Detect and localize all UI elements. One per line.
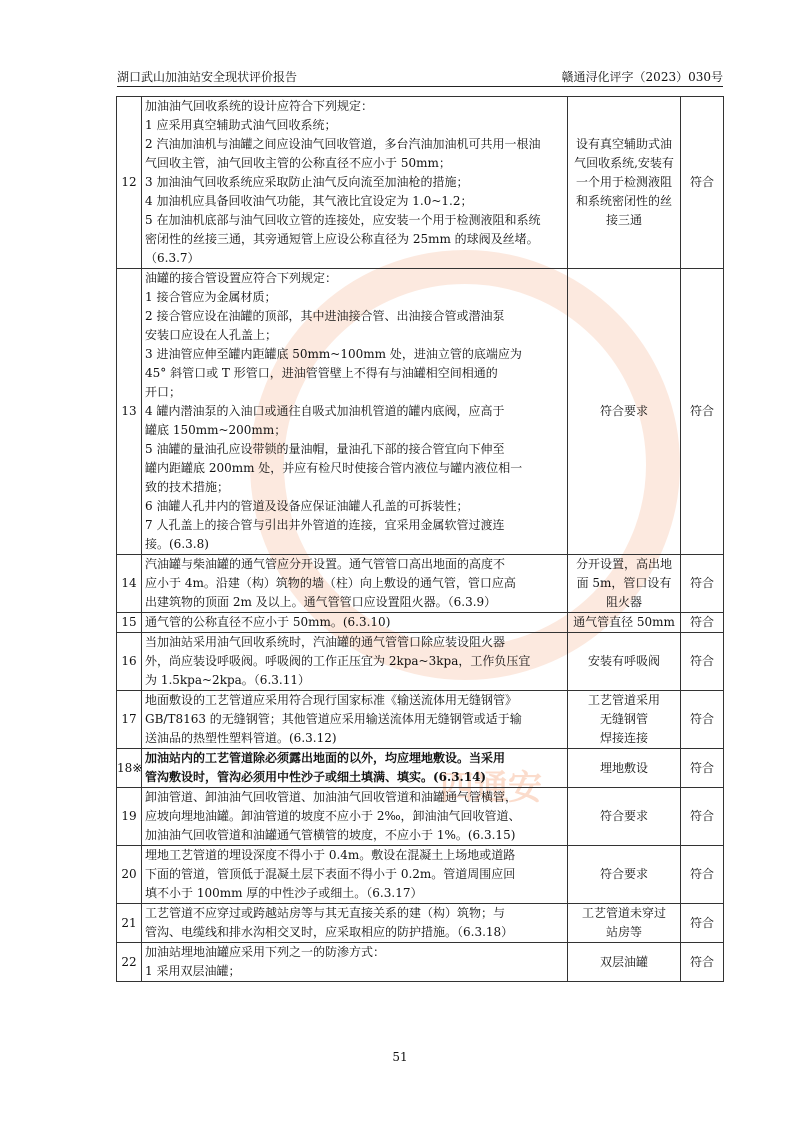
requirement-line: 6 油罐人孔井内的管道及设备应保证油罐人孔盖的可拆装性； <box>145 499 469 513</box>
row-number: 17 <box>117 691 142 749</box>
requirement-cell <box>142 555 568 613</box>
conclusion-cell: 符合 <box>681 555 724 613</box>
requirement-line: 1 接合管应为金属材质； <box>145 290 277 304</box>
table-row <box>117 555 724 613</box>
requirement-line: 1 采用双层油罐； <box>145 964 241 978</box>
requirement-line: 1 应采用真空辅助式油气回收系统； <box>145 118 337 132</box>
requirement-line: 接。(6.3.8) <box>145 537 209 551</box>
result-cell <box>568 555 681 613</box>
result-cell <box>568 749 681 788</box>
row-number: 20 <box>117 846 142 904</box>
requirement-line: 卸油管道、卸油油气回收管道、加油油气回收管道和油罐通气管横管， <box>145 790 518 804</box>
table-row <box>117 749 724 788</box>
table-row <box>117 633 724 691</box>
row-number: 18※ <box>117 749 142 788</box>
row-number: 13 <box>117 269 142 555</box>
requirement-cell <box>142 613 568 633</box>
requirement-line: 出建筑物的顶面 2m 及以上。通气管管口应设置阻火器。（6.3.9） <box>145 595 497 609</box>
requirement-line: 气回收主管，油气回收主管的公称直径不应小于 50mm； <box>145 156 451 170</box>
requirement-line: 应坡向埋地油罐。卸油管道的坡度不应小于 2‰，卸油油气回收管道、 <box>145 809 521 823</box>
requirement-line: 管沟、电缆线和排水沟相交叉时，应采取相应的防护措施。（6.3.18） <box>145 925 514 939</box>
requirement-line: 5 油罐的量油孔应设带锁的量油帽，量油孔下部的接合管宜向下伸至 <box>145 442 505 456</box>
table-row <box>117 788 724 846</box>
result-cell <box>568 904 681 943</box>
result-line: 接三通 <box>605 213 642 227</box>
result-line: 埋地敷设 <box>599 760 648 775</box>
row-number: 12 <box>117 97 142 269</box>
requirement-line: 2 接合管应设在油罐的顶部，其中进油接合管、出油接合管或潜油泵 <box>145 309 505 323</box>
requirement-line: 加油站埋地油罐应采用下列之一的防渗方式： <box>145 945 386 959</box>
conclusion-cell: 符合 <box>681 269 724 555</box>
requirement-cell <box>142 749 568 788</box>
result-line: 阻火器 <box>605 595 642 609</box>
requirement-line: （6.3.7） <box>145 251 200 265</box>
requirement-line: 埋地工艺管道的埋设深度不得小于 0.4m。敷设在混凝土上场地或道路 <box>145 848 516 862</box>
result-line: 符合要求 <box>599 404 648 418</box>
result-cell <box>568 97 681 269</box>
requirement-line: 汽油罐与柴油罐的通气管应分开设置。通气管管口高出地面的高度不 <box>145 557 506 571</box>
result-line: 焊接连接 <box>599 731 648 745</box>
requirement-line: 安装口应设在人孔盖上； <box>145 328 278 342</box>
table-row <box>117 97 724 269</box>
conclusion-cell: 符合 <box>681 633 724 691</box>
inspection-table <box>116 96 724 982</box>
result-cell <box>568 943 681 982</box>
conclusion-cell: 符合 <box>681 691 724 749</box>
requirement-line: 加油站内的工艺管道除必须露出地面的以外，均应埋地敷设。当采用 <box>145 751 506 765</box>
requirement-cell <box>142 691 568 749</box>
table-body <box>117 97 724 982</box>
conclusion-cell: 符合 <box>681 846 724 904</box>
conclusion-cell: 符合 <box>681 613 724 633</box>
row-number: 19 <box>117 788 142 846</box>
requirement-line: 致的技术措施； <box>145 480 230 494</box>
table-row <box>117 691 724 749</box>
result-line: 无缝钢管 <box>599 712 648 726</box>
conclusion-cell: 符合 <box>681 943 724 982</box>
table-row <box>117 943 724 982</box>
row-number: 21 <box>117 904 142 943</box>
requirement-line: 为 1.5kpa~2kpa。（6.3.11） <box>145 673 310 687</box>
table-row <box>117 904 724 943</box>
requirement-cell <box>142 904 568 943</box>
row-number: 16 <box>117 633 142 691</box>
requirement-line: 4 罐内潜油泵的入油口或通往自吸式加油机管道的罐内底阀，应高于 <box>145 404 505 418</box>
requirement-line: 开口； <box>145 385 182 399</box>
result-cell <box>568 846 681 904</box>
requirement-line: 5 在加油机底部与油气回收立管的连接处，应安装一个用于检测液阻和系统 <box>145 213 541 227</box>
requirement-cell <box>142 788 568 846</box>
result-line: 符合要求 <box>599 867 648 881</box>
requirement-line: 油罐的接合管设置应符合下列规定： <box>145 271 338 285</box>
requirement-cell <box>142 846 568 904</box>
result-line: 面 5m，管口设有 <box>576 576 672 590</box>
result-cell <box>568 788 681 846</box>
result-cell <box>568 613 681 633</box>
requirement-cell <box>142 633 568 691</box>
result-line: 工艺管道采用 <box>587 693 660 707</box>
requirement-line: 45° 斜管口或 T 形管口，进油管管壁上不得有与油罐相空间相通的 <box>145 366 498 380</box>
requirement-line: 罐底 150mm~200mm； <box>145 423 287 437</box>
table-row <box>117 613 724 633</box>
result-line: 分开设置，高出地 <box>575 557 672 571</box>
requirement-line: 7 人孔盖上的接合管与引出井外管道的连接，宜采用金属软管过渡连 <box>145 518 505 532</box>
conclusion-cell: 符合 <box>681 788 724 846</box>
requirement-cell <box>142 269 568 555</box>
requirement-line: 4 加油机应具备回收油气功能，其气液比宜设定为 1.0~1.2； <box>145 194 473 208</box>
table-row <box>117 269 724 555</box>
requirement-line: 填不小于 100mm 厚的中性沙子或细土。（6.3.17） <box>145 886 423 900</box>
requirement-line: 密闭性的丝接三通，其旁通短管上应设公称直径为 25mm 的球阀及丝堵。 <box>145 232 539 246</box>
result-line: 安装有呼吸阀 <box>587 654 660 668</box>
conclusion-cell: 符合 <box>681 749 724 788</box>
requirement-line: 加油油气回收管道和油罐通气管横管的坡度，不应小于 1%。(6.3.15) <box>145 828 516 842</box>
result-line: 设有真空辅助式油 <box>575 137 672 151</box>
result-cell <box>568 269 681 555</box>
requirement-line: 管沟敷设时，管沟必须用中性沙子或细土填满、填实。(6.3.14) <box>145 770 487 784</box>
requirement-line: 3 加油油气回收系统应采取防止油气反向流至加油枪的措施； <box>145 175 469 189</box>
requirement-line: 下面的管道，管顶低于混凝土层下表面不得小于 0.2m。管道周围应回 <box>145 867 516 881</box>
result-cell <box>568 633 681 691</box>
requirement-line: 外，尚应装设呼吸阀。呼吸阀的工作正压宜为 2kpa~3kpa，工作负压宜 <box>145 654 531 668</box>
result-line: 双层油罐 <box>599 954 648 969</box>
requirement-line: 当加油站采用油气回收系统时，汽油罐的通气管管口除应装设阻火器 <box>145 635 506 649</box>
page-header <box>117 66 723 87</box>
row-number: 14 <box>117 555 142 613</box>
requirement-line: 罐内距罐底 200mm 处，并应有检尺时使接合管内液位与罐内液位相一 <box>145 461 523 475</box>
conclusion-cell: 符合 <box>681 97 724 269</box>
requirement-line: 2 汽油加油机与油罐之间应设油气回收管道，多台汽油加油机可共用一根油 <box>145 137 541 151</box>
watermark-text: 四通安 <box>440 768 542 808</box>
requirement-line: 加油油气回收系统的设计应符合下列规定： <box>145 99 374 113</box>
requirement-line: 通气管的公称直径不应小于 50mm。(6.3.10) <box>145 615 391 629</box>
requirement-cell <box>142 943 568 982</box>
row-number: 22 <box>117 943 142 982</box>
row-number: 15 <box>117 613 142 633</box>
report-title: 湖口武山加油站安全现状评价报告 <box>117 70 298 84</box>
requirement-line: GB/T8163 的无缝钢管；其他管道应采用输送流体用无缝钢管或适于输 <box>145 712 522 726</box>
result-line: 气回收系统,安装有 <box>574 156 674 170</box>
requirement-line: 地面敷设的工艺管道应采用符合现行国家标准《输送流体用无缝钢管》 <box>145 693 518 707</box>
conclusion-cell: 符合 <box>681 904 724 943</box>
requirement-line: 工艺管道不应穿过或跨越站房等与其无直接关系的建（构）筑物；与 <box>145 906 506 920</box>
result-line: 工艺管道未穿过 <box>581 906 666 920</box>
result-line: 和系统密闭性的丝 <box>575 194 672 208</box>
requirement-line: 送油品的热塑性塑料管道。(6.3.12) <box>145 731 337 745</box>
report-number: 赣通浔化评字（2023）030号 <box>561 70 723 84</box>
page-number: 51 <box>392 1050 408 1064</box>
result-cell <box>568 691 681 749</box>
result-line: 站房等 <box>605 925 642 939</box>
requirement-line: 3 进油管应伸至罐内距罐底 50mm~100mm 处，进油立管的底端应为 <box>145 347 522 361</box>
result-line: 符合要求 <box>599 809 648 823</box>
table-row <box>117 846 724 904</box>
result-line: 一个用于检测液阻 <box>575 175 672 189</box>
requirement-line: 应小于 4m。沿建（构）筑物的墙（柱）向上敷设的通气管，管口应高 <box>145 576 516 590</box>
result-line: 通气管直径 50mm <box>573 615 675 629</box>
requirement-cell <box>142 97 568 269</box>
